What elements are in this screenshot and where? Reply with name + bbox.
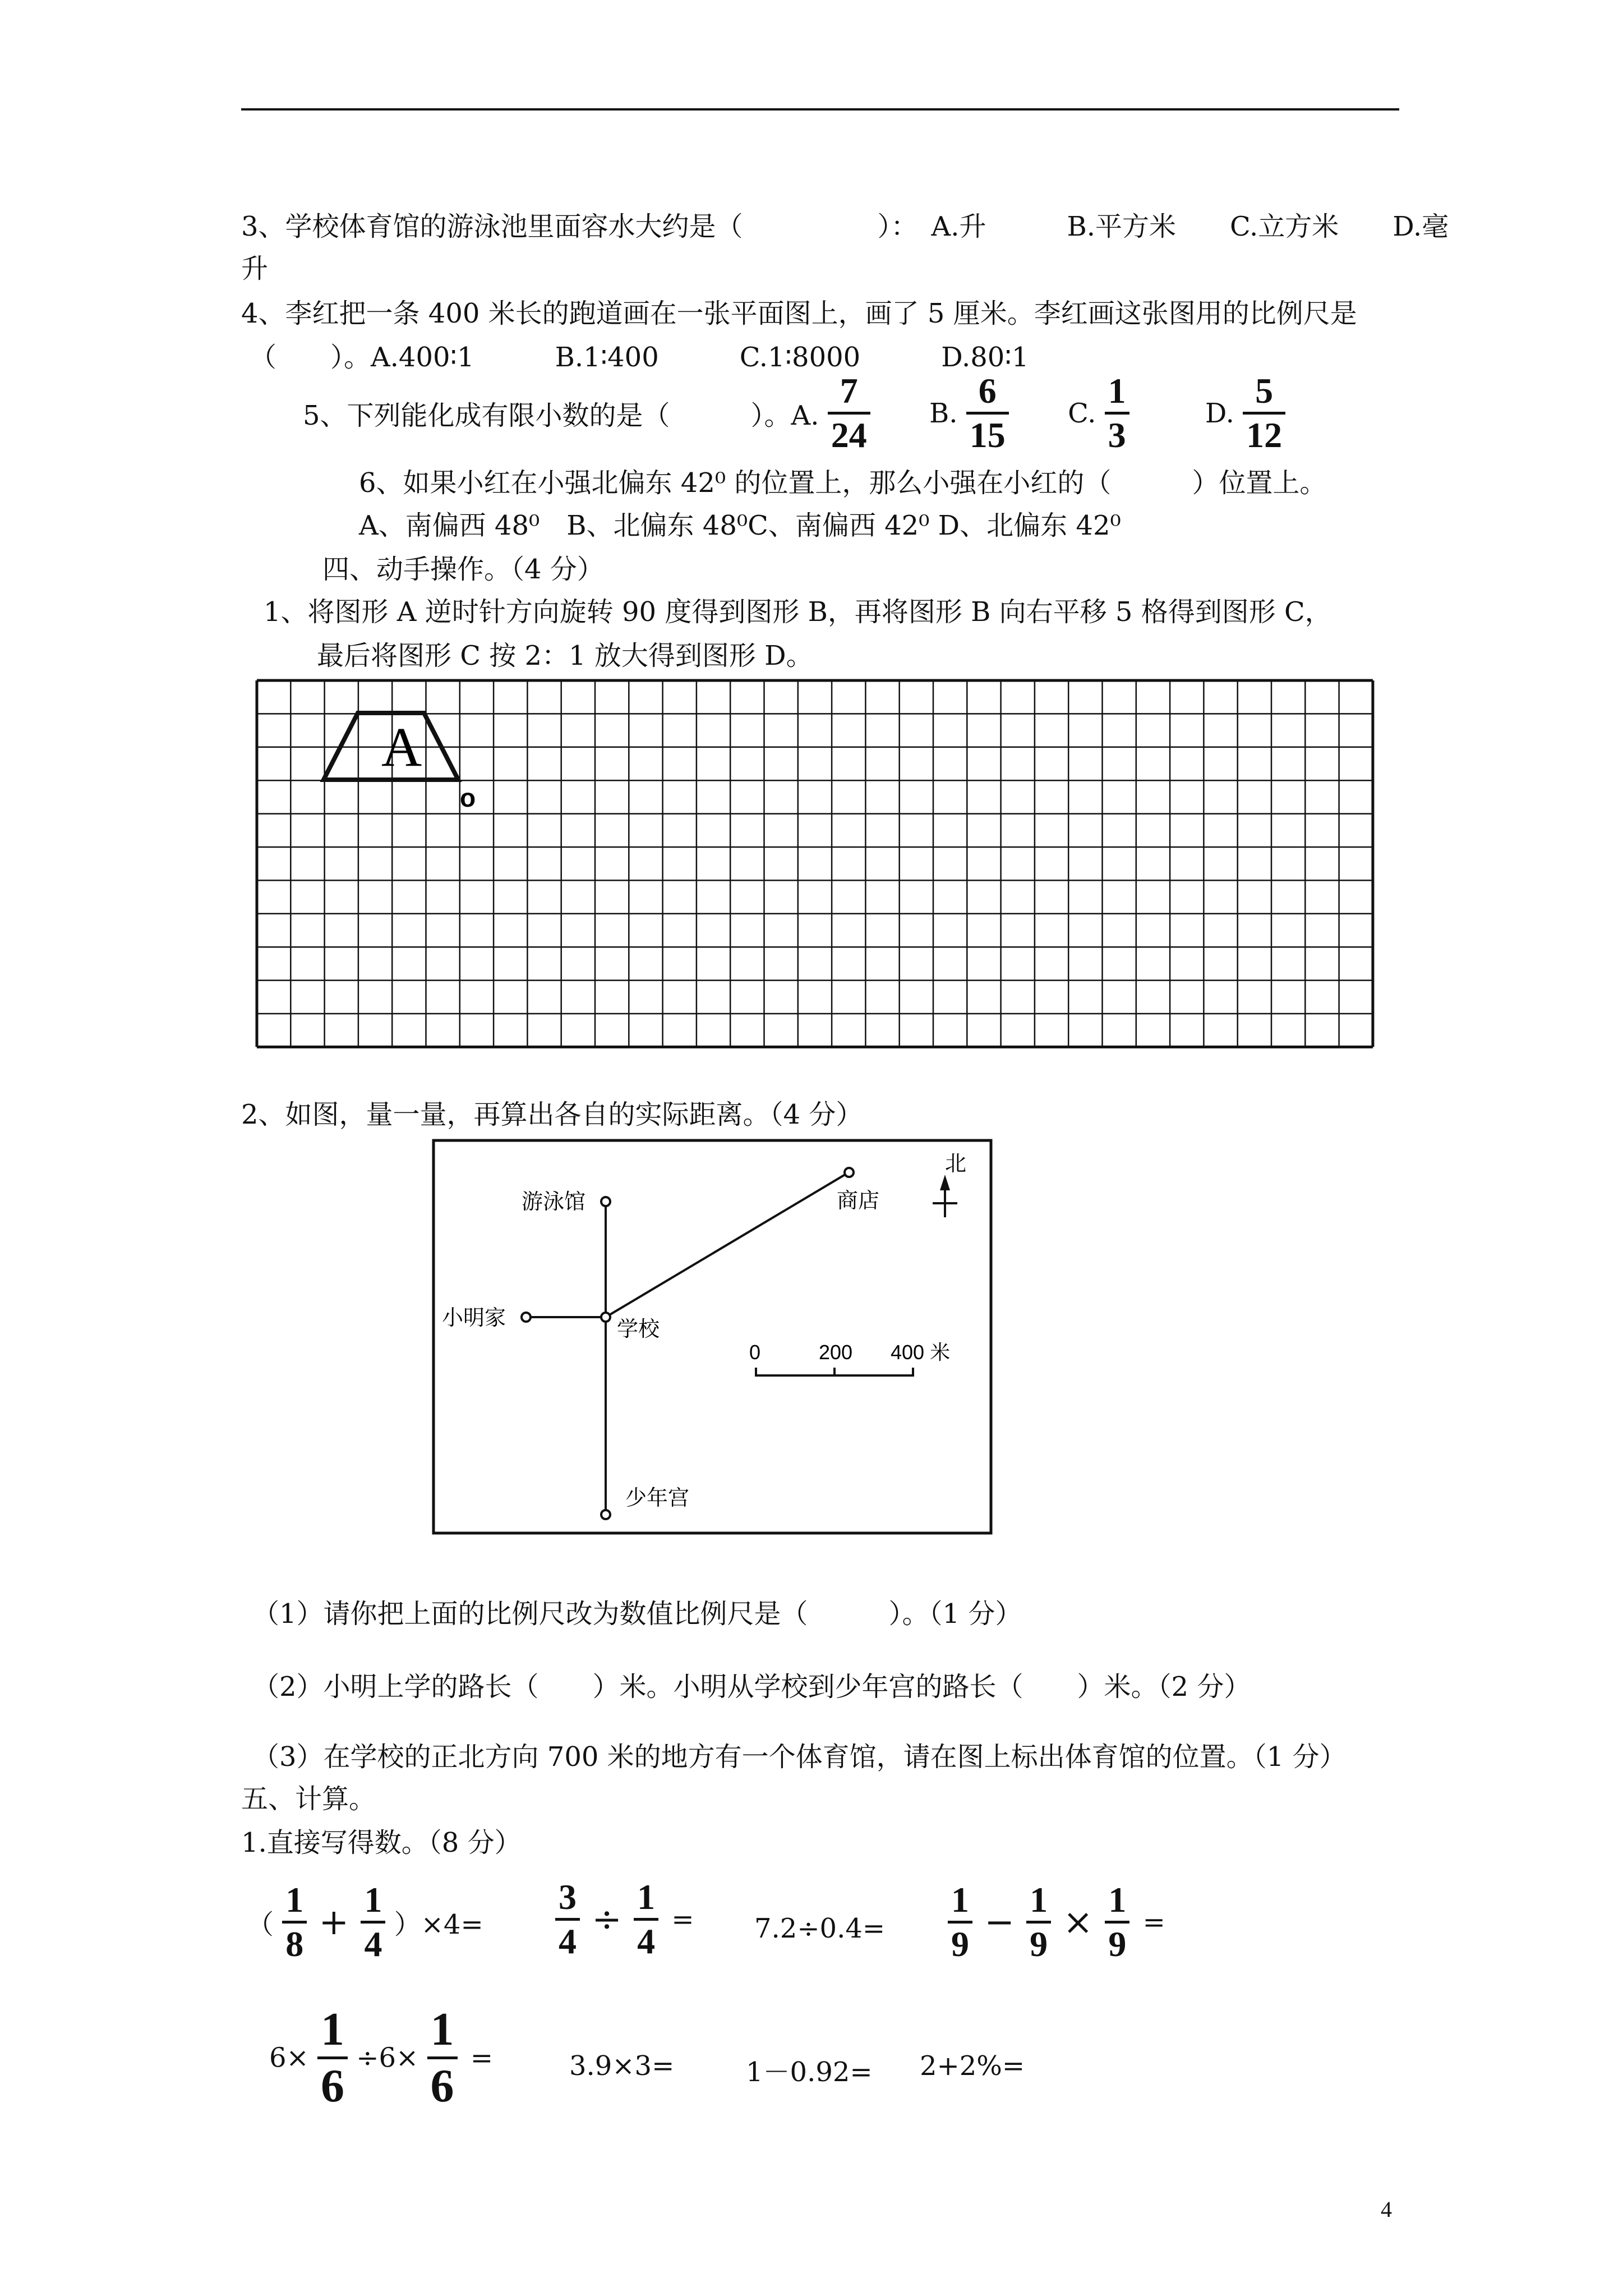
expr-4-fraction-2 <box>1026 1879 1051 1965</box>
expr-1-fraction-2 <box>361 1879 385 1965</box>
school-point <box>601 1313 610 1322</box>
q5-d-label: D. <box>1205 397 1234 429</box>
expr-5-f1-num: 1 <box>317 2003 348 2059</box>
header-rule <box>241 108 1399 111</box>
expr-2-fraction-1 <box>555 1876 580 1962</box>
expr-1-plus: + <box>319 1901 349 1943</box>
q5-b-denominator: 15 <box>969 415 1006 455</box>
expr-2-f1-den: 4 <box>559 1921 577 1961</box>
expr-4-times: × <box>1063 1901 1094 1943</box>
expr-4-fraction-3 <box>1105 1879 1129 1965</box>
palace-label: 少年宫 <box>625 1485 690 1510</box>
north-label: 北 <box>945 1151 967 1176</box>
q5-fraction-b <box>966 370 1009 456</box>
q5-fraction-d <box>1243 370 1285 456</box>
q2-sub3: （3）在学校的正北方向 700 米的地方有一个体育馆，请在图上标出体育馆的位置。（1 分） <box>252 1741 1347 1773</box>
q5-a-denominator: 24 <box>831 415 867 455</box>
expr-2-f2-num: 1 <box>634 1876 658 1921</box>
shop-point <box>845 1168 854 1177</box>
expr-2-f1-num: 3 <box>555 1876 580 1921</box>
expr-5-fraction-2 <box>427 2003 458 2113</box>
rotation-point-label: o <box>460 783 476 812</box>
swim-label: 游泳馆 <box>522 1189 586 1214</box>
expr-1-fraction-1 <box>282 1879 307 1965</box>
map-border <box>434 1140 991 1533</box>
expr-2-f2-den: 4 <box>637 1921 656 1961</box>
expr-1-f1-num: 1 <box>282 1879 307 1924</box>
q3-line2: 升 <box>241 253 269 284</box>
north-arrow-icon <box>933 1175 957 1217</box>
home-point <box>522 1313 531 1322</box>
expr-1-f1-den: 8 <box>285 1924 304 1964</box>
school-label: 学校 <box>617 1317 660 1341</box>
section4-title: 四、动手操作。（4 分） <box>322 554 604 585</box>
expr-5-lead: 6× <box>269 2042 309 2074</box>
q2-title: 2、如图，量一量，再算出各自的实际距离。（4 分） <box>241 1099 863 1130</box>
expr-3: 7.2÷0.4= <box>754 1913 886 1944</box>
q4-line2: （ ）。A.400∶1 B.1∶400 C.1∶8000 D.80∶1 <box>250 342 1029 373</box>
grid-figure <box>255 679 1388 1049</box>
expr-5-f1-den: 6 <box>321 2060 345 2112</box>
section5-q1: 1.直接写得数。（8 分） <box>241 1827 522 1858</box>
q6-line2: A、南偏西 48⁰ B、北偏东 48⁰C、南偏西 42⁰ D、北偏东 42⁰ <box>359 510 1121 541</box>
expr-8: 2+2%= <box>920 2050 1025 2082</box>
scale-label-0: 0 <box>749 1341 761 1364</box>
q5-b-label: B. <box>929 397 958 429</box>
grid-lines <box>257 680 1373 1047</box>
scale-bar <box>756 1368 913 1377</box>
expr-4-f2-num: 1 <box>1026 1879 1051 1924</box>
expr-4-f1-num: 1 <box>948 1879 972 1924</box>
q5-line <box>303 370 1285 456</box>
q5-b-numerator: 6 <box>966 370 1009 415</box>
section4-q1-line1: 1、将图形 A 逆时针方向旋转 90 度得到图形 B，再将图形 B 向右平移 5 格得到图形 C， <box>264 596 1332 628</box>
expr-4-f3-num: 1 <box>1105 1879 1129 1924</box>
scale-label-400: 400 米 <box>891 1341 951 1364</box>
q5-fraction-c <box>1105 370 1129 456</box>
expr-5-f2-den: 6 <box>430 2060 454 2112</box>
q5-c-denominator: 3 <box>1108 415 1126 455</box>
expr-4 <box>948 1879 1165 1965</box>
expr-4-minus: − <box>984 1901 1015 1943</box>
expr-1-open-paren: （ <box>247 1909 274 1940</box>
expr-6: 3.9×3= <box>569 2050 675 2082</box>
expr-2 <box>555 1876 694 1962</box>
expr-4-f2-den: 9 <box>1030 1924 1048 1964</box>
q5-d-numerator: 5 <box>1243 370 1285 415</box>
q5-c-numerator: 1 <box>1105 370 1129 415</box>
expr-4-f1-den: 9 <box>951 1924 969 1964</box>
expr-5-tail: = <box>470 2042 494 2074</box>
school-map <box>432 1139 993 1537</box>
q5-d-denominator: 12 <box>1246 415 1283 455</box>
figure-a-label: A <box>381 716 422 778</box>
section5-title: 五、计算。 <box>241 1783 376 1815</box>
expr-2-div: ÷ <box>592 1898 622 1940</box>
expr-4-f3-den: 9 <box>1108 1924 1127 1964</box>
shop-label: 商店 <box>837 1188 880 1213</box>
q5-prefix: 5、下列能化成有限小数的是（ ）。A. <box>303 400 819 431</box>
expr-1 <box>247 1879 483 1965</box>
expr-5 <box>269 2003 493 2113</box>
expr-2-tail: = <box>671 1903 694 1935</box>
q5-fraction-a <box>828 370 870 456</box>
palace-point <box>601 1510 610 1519</box>
scale-label-200: 200 <box>819 1341 853 1364</box>
road-to-shop <box>606 1174 847 1317</box>
q5-a-numerator: 7 <box>828 370 870 415</box>
home-label: 小明家 <box>442 1305 506 1330</box>
q2-sub2: （2）小明上学的路长（ ）米。小明从学校到少年宫的路长（ ）米。（2 分） <box>252 1671 1251 1703</box>
q4-line1: 4、李红把一条 400 米长的跑道画在一张平面图上，画了 5 厘米。李红画这张图用的比例尺是 <box>241 298 1357 329</box>
expr-5-f2-num: 1 <box>427 2003 458 2059</box>
expr-7: 1－0.92= <box>746 2056 873 2088</box>
q6-line1: 6、如果小红在小强北偏东 42⁰ 的位置上，那么小强在小红的（ ）位置上。 <box>359 467 1327 499</box>
expr-1-tail: ）×4= <box>394 1909 483 1940</box>
expr-4-tail: = <box>1142 1906 1165 1938</box>
expr-2-fraction-2 <box>634 1876 658 1962</box>
q5-c-label: C. <box>1068 397 1096 429</box>
expr-1-f2-den: 4 <box>364 1924 382 1964</box>
q2-sub1: （1）请你把上面的比例尺改为数值比例尺是（ ）。（1 分） <box>252 1598 1022 1630</box>
expr-5-fraction-1 <box>317 2003 348 2113</box>
section4-q1-line2: 最后将图形 C 按 2：1 放大得到图形 D。 <box>317 640 813 671</box>
expr-4-fraction-1 <box>948 1879 972 1965</box>
q3-line1: 3、学校体育馆的游泳池里面容水大约是（ ）： A.升 B.平方米 C.立方米 D.毫 <box>241 211 1449 242</box>
swim-point <box>601 1197 610 1206</box>
expr-5-mid: ÷6× <box>356 2042 419 2074</box>
page-number: 4 <box>1381 2197 1392 2222</box>
expr-1-f2-num: 1 <box>361 1879 385 1924</box>
